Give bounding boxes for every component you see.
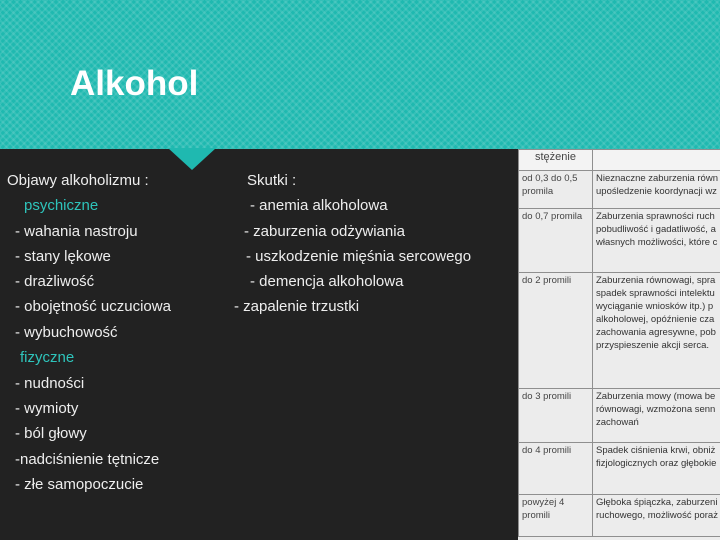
- table-row: [519, 443, 720, 495]
- table-row: [519, 209, 720, 273]
- psychological-label: psychiczne: [24, 197, 99, 214]
- table-row: [519, 273, 720, 389]
- psych-item: - stany lękowe: [15, 248, 111, 265]
- concentration-cell: do 4 promili: [519, 443, 593, 495]
- phys-item: -nadciśnienie tętnicze: [15, 451, 160, 468]
- phys-item: - złe samopoczucie: [15, 476, 144, 493]
- concentration-cell: od 0,3 do 0,5 promila: [519, 171, 593, 209]
- effect-cell: Głęboka śpiączka, zaburzeni ruchowego, możliwość poraż: [593, 495, 720, 537]
- psych-item: - wybuchowość: [15, 324, 118, 341]
- table-header-concentration: stężenie: [519, 150, 593, 171]
- effect-cell: Zaburzenia mowy (mowa be równowagi, wzmożona senn zachowań: [593, 389, 720, 443]
- phys-item: - wymioty: [15, 400, 79, 417]
- table-header-empty: [593, 150, 720, 171]
- effect-item: - zaburzenia odżywiania: [244, 223, 405, 240]
- table-row: [519, 495, 720, 537]
- psych-item: - obojętność uczuciowa: [15, 298, 171, 315]
- concentration-cell: do 0,7 promila: [519, 209, 593, 273]
- effects-heading: Skutki :: [247, 172, 297, 189]
- concentration-cell: do 2 promili: [519, 273, 593, 389]
- concentration-table: [518, 149, 720, 540]
- effect-cell: Spadek ciśnienia krwi, obniż fizjologicznych oraz głębokie: [593, 443, 720, 495]
- phys-item: - ból głowy: [15, 425, 87, 442]
- phys-item: - nudności: [15, 375, 85, 392]
- effect-item: - demencja alkoholowa: [250, 273, 404, 290]
- psych-item: - drażliwość: [15, 273, 95, 290]
- symptoms-heading: Objawy alkoholizmu :: [7, 172, 149, 189]
- effect-cell: Nieznaczne zaburzenia równ upośledzenie koordynacji wz: [593, 171, 720, 209]
- banner-notch: [168, 148, 216, 170]
- table-row: [519, 389, 720, 443]
- effect-item: - uszkodzenie mięśnia sercowego: [246, 248, 472, 265]
- table-row: [519, 171, 720, 209]
- effect-item: - zapalenie trzustki: [234, 298, 360, 315]
- concentration-cell: do 3 promili: [519, 389, 593, 443]
- slide-title: Alkohol: [70, 64, 199, 103]
- effect-cell: Zaburzenia sprawności ruch pobudliwość i gadatliwość, a własnych możliwości, które c: [593, 209, 720, 273]
- concentration-cell: powyżej 4 promili: [519, 495, 593, 537]
- effect-item: - anemia alkoholowa: [250, 197, 388, 214]
- effect-cell: Zaburzenia równowagi, spra spadek sprawności intelektu wyciąganie wniosków itp.) p alkoholowej, opóźnienie cza zachowania agresywne, pob przyspieszenie akcji serca.: [593, 273, 720, 389]
- psych-item: - wahania nastroju: [15, 223, 138, 240]
- physical-label: fizyczne: [20, 349, 75, 366]
